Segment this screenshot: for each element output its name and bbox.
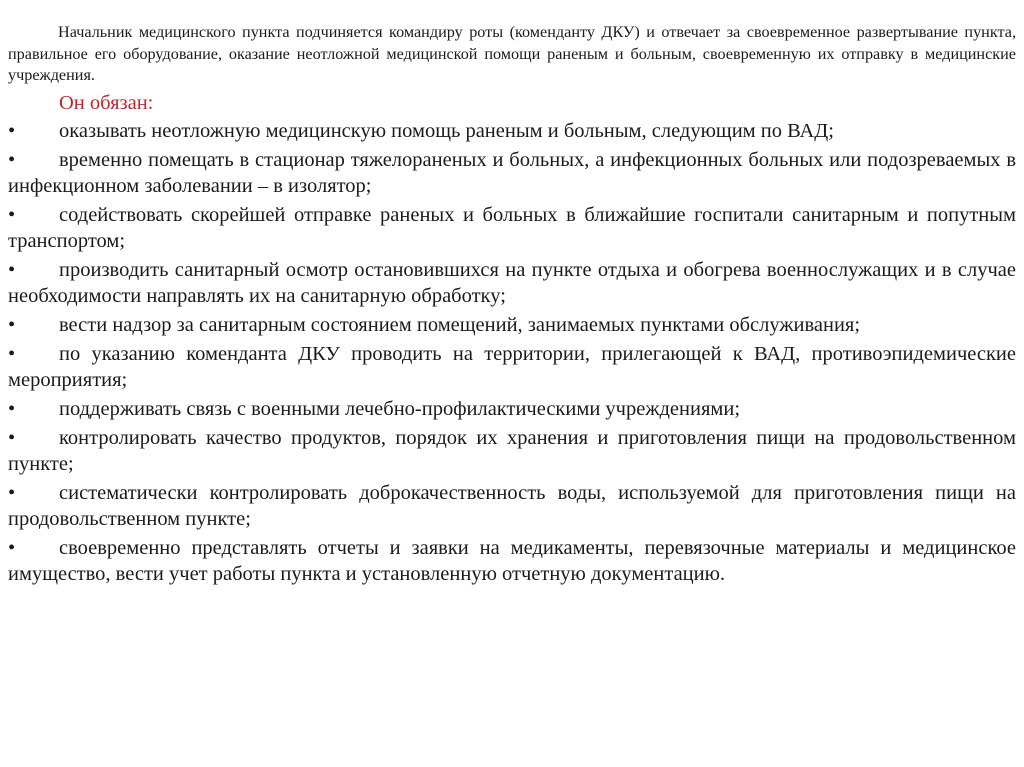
bullet-icon: • — [8, 148, 16, 171]
duties-heading: Он обязан: — [59, 91, 154, 114]
bullet-icon: • — [8, 397, 16, 420]
intro-paragraph: Начальник медицинского пункта подчиняется командиру роты (коменданту ДКУ) и отвечает за своевременное развертывание пункта, правильное его оборудование, оказание неотложной медицинской помощи раненым и больным, своевременную их отправку в медицинские учреждения. — [8, 23, 1016, 84]
duty-item — [8, 312, 1016, 338]
bullet-icon: • — [8, 426, 16, 449]
duty-item — [8, 257, 1016, 309]
duty-text: временно помещать в стационар тяжелораненых и больных, а инфекционных больных или подозреваемых в инфекционном заболевании – в изолятор; — [8, 148, 1016, 197]
duty-text: поддерживать связь с военными лечебно-профилактическими учреждениями; — [59, 397, 741, 420]
duty-text: оказывать неотложную медицинскую помощь раненым и больным, следующим по ВАД; — [59, 119, 834, 142]
duty-item — [8, 118, 1016, 144]
bullet-icon: • — [8, 342, 16, 365]
duty-text: содействовать скорейшей отправке раненых и больных в ближайшие госпитали санитарным и попутным транспортом; — [8, 203, 1016, 252]
duty-text: систематически контролировать доброкачественность воды, используемой для приготовления пищи на продовольственном пункте; — [8, 481, 1016, 530]
duty-text: своевременно представлять отчеты и заявки на медикаменты, перевязочные материалы и медицинское имущество, вести учет работы пункта и установленную отчетную документацию. — [8, 536, 1016, 585]
duty-item — [8, 341, 1016, 393]
bullet-icon: • — [8, 119, 16, 142]
duty-text: контролировать качество продуктов, порядок их хранения и приготовления пищи на продовольственном пункте; — [8, 426, 1016, 475]
bullet-icon: • — [8, 203, 16, 226]
duty-item — [8, 396, 1016, 422]
bullet-icon: • — [8, 536, 16, 559]
duty-item — [8, 480, 1016, 532]
document-page — [8, 0, 1016, 767]
duty-item — [8, 535, 1016, 587]
bullet-icon: • — [8, 258, 16, 281]
duty-text: производить санитарный осмотр остановившихся на пункте отдыха и обогрева военнослужащих и в случае необходимости направлять их на санитарную обработку; — [8, 258, 1016, 307]
bullet-icon: • — [8, 313, 16, 336]
duty-item — [8, 425, 1016, 477]
duty-text: по указанию коменданта ДКУ проводить на территории, прилегающей к ВАД, противоэпидемические мероприятия; — [8, 342, 1016, 391]
duty-item — [8, 202, 1016, 254]
duties-list — [8, 118, 1016, 587]
duty-item — [8, 147, 1016, 199]
bullet-icon: • — [8, 481, 16, 504]
duty-text: вести надзор за санитарным состоянием помещений, занимаемых пунктами обслуживания; — [59, 313, 861, 336]
